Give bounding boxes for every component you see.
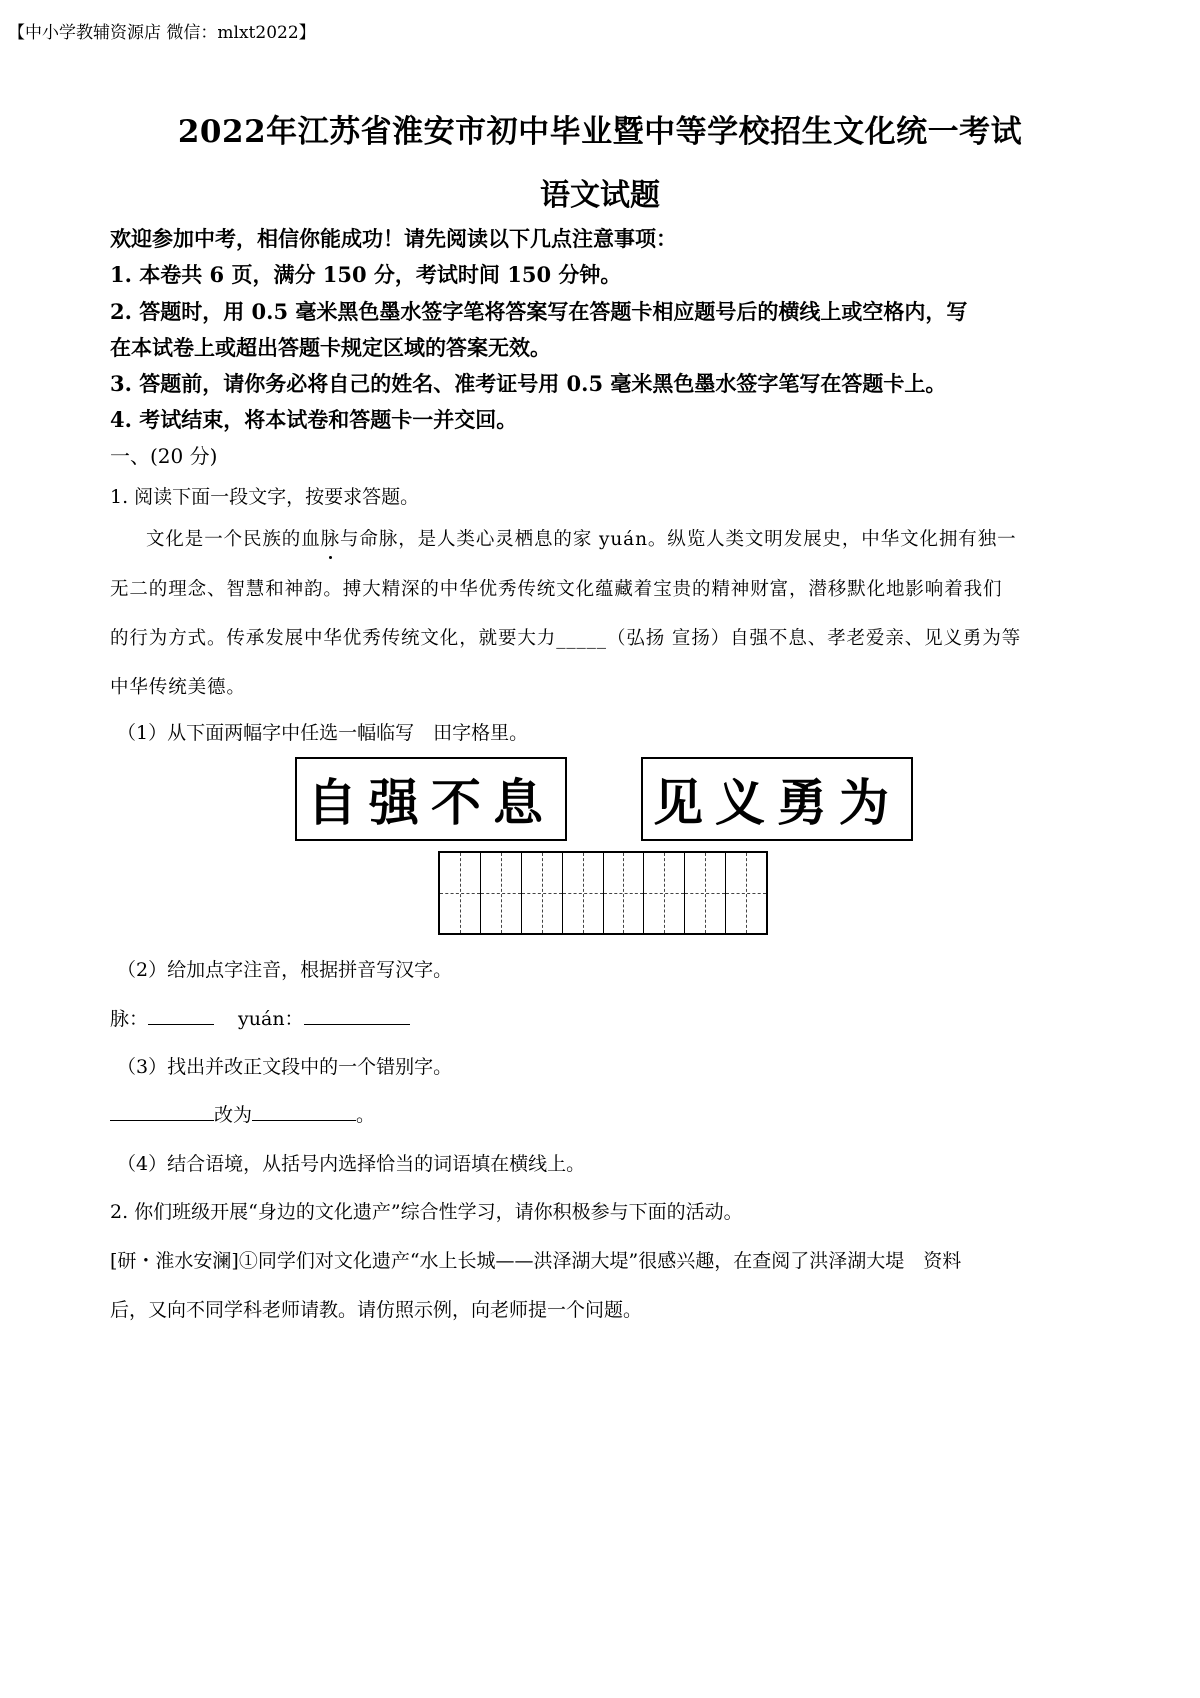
sub-question-2: （2）给加点字注音，根据拼音写汉字。 — [117, 959, 453, 981]
tianzi-cell[interactable] — [684, 853, 725, 933]
notice-item-1: 1. 本卷共 6 页，满分 150 分，考试时间 150 分钟。 — [110, 262, 622, 287]
notice-item-2-line-1: 2. 答题时，用 0.5 毫米黑色墨水签字笔将答案写在答题卡相应题号后的横线上或空格内，写 — [110, 299, 968, 324]
tianzi-cell[interactable] — [603, 853, 644, 933]
header-note: 【中小学教辅资源店 微信：mlxt2022】 — [8, 23, 316, 43]
pinyin-answer-row — [110, 1004, 410, 1031]
calligraphy-sample-2: 见义勇为 — [641, 757, 913, 841]
notice-item-2-line-2: 在本试卷上或超出答题卡规定区域的答案无效。 — [110, 335, 551, 360]
answer-blank-correct-char[interactable] — [252, 1101, 356, 1121]
answer-blank-wrong-char[interactable] — [110, 1101, 214, 1121]
passage-line-1-b: 与命脉，是人类心灵栖息的家 yuán。纵览人类文明发展史，中华文化拥有独一 — [340, 529, 1017, 550]
tianzi-cell[interactable] — [521, 853, 562, 933]
pinyin-label-yuan: yuán： — [238, 1008, 304, 1030]
calligraphy-sample-1: 自强不息 — [295, 757, 567, 841]
notice-intro: 欢迎参加中考，相信你能成功！请先阅读以下几点注意事项： — [110, 226, 677, 251]
answer-blank-mai[interactable] — [148, 1005, 214, 1025]
question-2-line-2: 后，又向不同学科老师请教。请仿照示例，向老师提一个问题。 — [110, 1299, 643, 1321]
sub-question-3: （3）找出并改正文段中的一个错别字。 — [117, 1056, 453, 1078]
tianzi-cell[interactable] — [562, 853, 603, 933]
sub-question-4: （4）结合语境，从括号内选择恰当的词语填在横线上。 — [117, 1153, 586, 1175]
correction-answer-row — [110, 1100, 375, 1127]
answer-blank-yuan[interactable] — [304, 1005, 410, 1025]
passage-line-1 — [146, 525, 1017, 551]
dotted-character: 脉 — [321, 525, 340, 551]
question-1-prompt: 1. 阅读下面一段文字，按要求答题。 — [110, 486, 420, 508]
passage-line-3: 的行为方式。传承发展中华优秀传统文化，就要大力_____（弘扬 宣扬）自强不息、孝老爱亲、见义勇为等 — [110, 628, 1022, 649]
correction-mid-text: 改为 — [214, 1104, 253, 1126]
tianzi-cell[interactable] — [480, 853, 521, 933]
sub-question-1: （1）从下面两幅字中任选一幅临写 田字格里。 — [117, 722, 529, 744]
tianzi-cell[interactable] — [440, 853, 480, 933]
question-2-prompt: 2. 你们班级开展“身边的文化遗产”综合性学习，请你积极参与下面的活动。 — [110, 1201, 743, 1223]
exam-title: 2022年江苏省淮安市初中毕业暨中等学校招生文化统一考试 — [177, 114, 1023, 150]
tianzi-cell[interactable] — [725, 853, 766, 933]
pinyin-label-mai: 脉： — [110, 1008, 149, 1030]
tianzi-cell[interactable] — [643, 853, 684, 933]
passage-line-4: 中华传统美德。 — [110, 677, 246, 698]
correction-end-text: 。 — [356, 1104, 376, 1126]
passage-line-1-a: 文化是一个民族的血 — [146, 529, 321, 550]
tianzi-grid[interactable] — [438, 851, 768, 935]
question-2-line-1: [研・淮水安澜]①同学们对文化遗产“水上长城——洪泽湖大堤”很感兴趣，在查阅了洪泽湖大堤 资料 — [110, 1250, 962, 1272]
exam-subtitle: 语文试题 — [540, 178, 660, 213]
notice-item-4: 4. 考试结束，将本试卷和答题卡一并交回。 — [110, 407, 518, 432]
section-heading: 一、(20 分) — [110, 444, 218, 468]
passage-line-2: 无二的理念、智慧和神韵。搏大精深的中华优秀传统文化蕴藏着宝贵的精神财富，潜移默化地影响着我们 — [110, 579, 1003, 600]
notice-item-3: 3. 答题前，请你务必将自己的姓名、准考证号用 0.5 毫米黑色墨水签字笔写在答题卡上。 — [110, 371, 947, 396]
